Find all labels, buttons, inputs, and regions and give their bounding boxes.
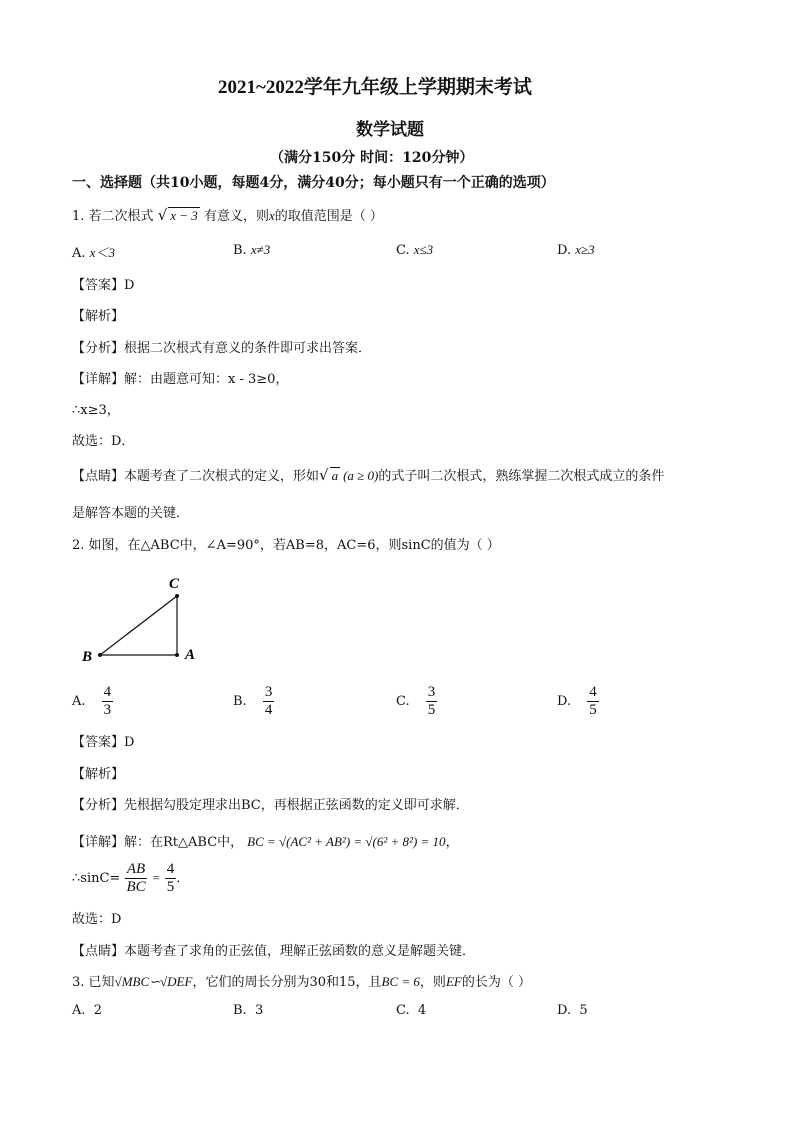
- analysis-title: 【解析】: [72, 767, 125, 782]
- option-c[interactable]: C. 4: [396, 1003, 427, 1018]
- solution-choice: 故选：D: [72, 912, 122, 927]
- option-d[interactable]: D. $\frac{4}{5}$: [557, 684, 597, 718]
- question-number: 3.: [72, 975, 85, 990]
- option-b[interactable]: B. 3: [233, 1003, 264, 1018]
- dianjing-continued: 是解答本题的关键．: [72, 506, 190, 521]
- stem-text: 若二次根式: [88, 209, 154, 224]
- vertex-a: [175, 653, 179, 657]
- triangle-abc: [100, 596, 177, 655]
- label-b: B: [82, 649, 93, 665]
- fenxi: 【分析】先根据勾股定理求出BC，再根据正弦函数的定义即可求解．: [72, 798, 469, 813]
- option-c[interactable]: C. $\frac{3}{5}$: [396, 684, 436, 718]
- option-a[interactable]: A. 2: [72, 1003, 103, 1018]
- exam-subject: 数学试题: [356, 120, 424, 139]
- vertex-b: [98, 653, 102, 657]
- answer: 【答案】D: [72, 278, 135, 293]
- sin-result: ∴sinC= $\frac{AB}{BC}$ = $\frac{4}{5}$ ．: [72, 861, 190, 895]
- option-d[interactable]: D. x≥3: [557, 242, 595, 258]
- option-a[interactable]: A. x＜3: [72, 245, 115, 261]
- triangle-figure: [80, 572, 210, 672]
- dianjing: 【点睛】本题考查了二次根式的定义，形如√ a (a ≥ 0)的式子叫二次根式，熟练掌握二次根式成立的条件: [72, 466, 665, 484]
- label-c: C: [169, 576, 180, 592]
- solution-step: ∴x≥3，: [72, 403, 120, 418]
- exam-title: 2021~2022学年九年级上学期期末考试: [218, 77, 532, 98]
- radical-sign: √: [157, 206, 168, 224]
- option-b[interactable]: B. x≠3: [233, 242, 271, 258]
- option-c[interactable]: C. x≤3: [396, 242, 434, 258]
- label-a: A: [185, 647, 196, 663]
- xiangjie: 【详解】解：在Rt△ABC中， BC = √(AC² + AB²) = √(6² + 8²) = 10，: [72, 834, 459, 850]
- stem-text: 的取值范围是（ ）: [274, 209, 383, 224]
- analysis-title: 【解析】: [72, 309, 125, 324]
- question-number: 1.: [72, 209, 85, 224]
- variable: x: [268, 208, 275, 223]
- option-b[interactable]: B. $\frac{3}{4}$: [233, 684, 273, 718]
- question-1-stem: [72, 205, 383, 224]
- stem-text: 如图，在△ABC中，∠A=90°，若AB=8，AC=6，则sinC的值为（ ）: [88, 538, 500, 553]
- stem-text: 有意义，则: [203, 209, 269, 224]
- option-a[interactable]: A. $\frac{4}{3}$: [72, 684, 112, 718]
- exam-info: （满分150分 时间：120分钟）: [270, 150, 474, 166]
- radicand: x − 3: [170, 208, 198, 223]
- answer: 【答案】D: [72, 735, 135, 750]
- question-number: 2.: [72, 538, 85, 553]
- option-d[interactable]: D. 5: [557, 1003, 588, 1018]
- vertex-c: [175, 594, 179, 598]
- dianjing: 【点睛】本题考查了求角的正弦值，理解正弦函数的意义是解题关键．: [72, 944, 476, 959]
- solution-choice: 故选：D．: [72, 434, 135, 449]
- fenxi: 【分析】根据二次根式有意义的条件即可求出答案．: [72, 341, 372, 356]
- question-2-stem: [72, 534, 500, 553]
- xiangjie: 【详解】解：由题意可知：x - 3≥0，: [72, 372, 289, 387]
- section-heading: 一、选择题（共10小题，每题4分，满分40分；每小题只有一个正确的选项）: [72, 175, 555, 191]
- question-3-stem: 3. 已知√MBC∽√DEF，它们的周长分别为30和15，且BC = 6，则EF的长为（ ）: [72, 974, 531, 990]
- bc-formula: BC = √(AC² + AB²) = √(6² + 8²) = 10: [247, 834, 446, 849]
